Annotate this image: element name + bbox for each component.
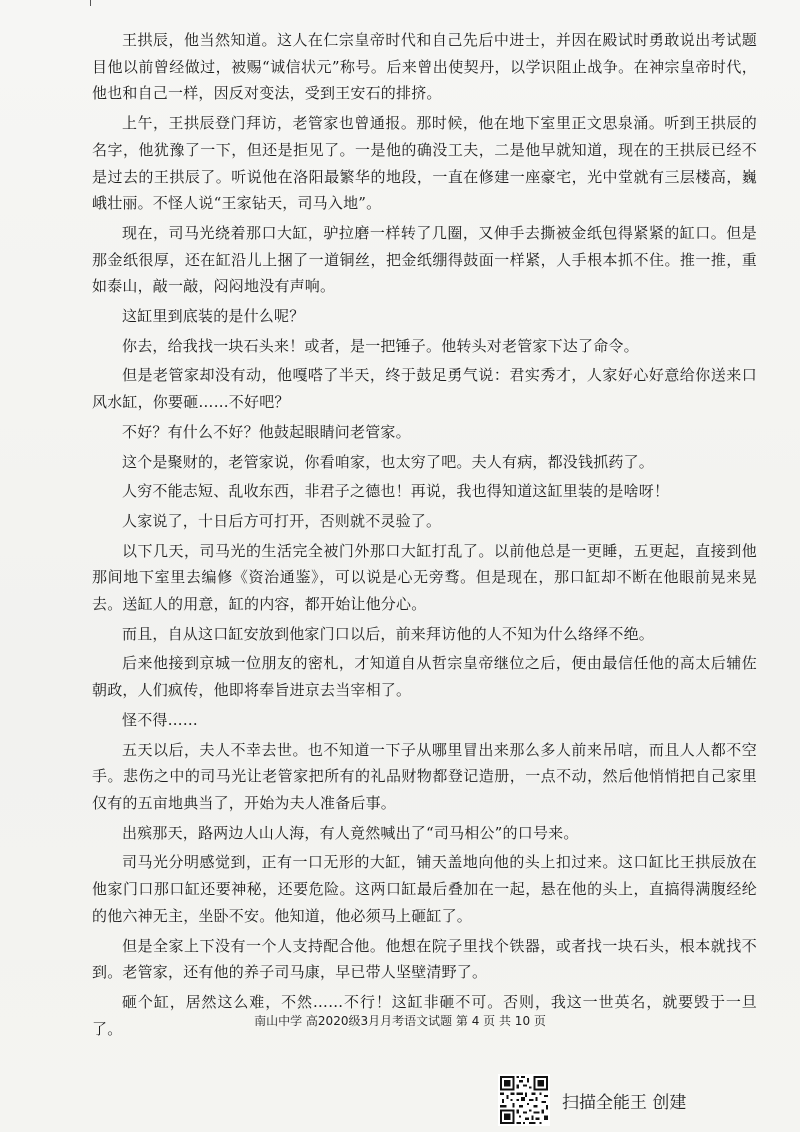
paragraph: 人家说了，十日后方可打开，否则就不灵验了。 (122, 511, 442, 530)
paragraph: 以下几天，司马光的生活完全被门外那口大缸打乱了。以前他总是一更睡，五更起，直接到他那间地下室里去编修《资治通鉴》，可以说是心无旁骛。但是现在，那口缸却不断在他眼前晃来晃去。送缸人的用意，缸的内容，都开始让他分心。 (92, 541, 757, 614)
paragraph: 不好？有什么不好？他鼓起眼睛问老管家。 (122, 422, 411, 441)
paragraph: 而且，自从这口缸安放到他家门口以后，前来拜访他的人不知为什么络绎不绝。 (122, 624, 655, 643)
paragraph: 后来他接到京城一位朋友的密札，才知道自从哲宗皇帝继位之后，便由最信任他的高太后辅佐朝政，人们疯传，他即将奉旨进京去当宰相了。 (92, 654, 757, 700)
scanner-watermark (498, 1074, 686, 1126)
paragraph: 现在，司马光绕着那口大缸，驴拉磨一样转了几圈，又伸手去撕被金纸包得紧紧的缸口。但是那金纸很厚，还在缸沿儿上捆了一道铜丝，把金纸绷得鼓面一样紧，人手根本抓不住。推一推，重如泰山，敲一敲，闷闷地没有声响。 (92, 223, 757, 296)
scan-edge-mark (90, 0, 91, 6)
paragraph: 上午，王拱辰登门拜访，老管家也曾通报。那时候，他在地下室里正文思泉涌。听到王拱辰的名字，他犹豫了一下，但还是拒见了。一是他的确没工夫，二是他早就知道，现在的王拱辰已经不是过去的王拱辰了。听说他在洛阳最繁华的地段，一直在修建一座豪宅，光中堂就有三层楼高，巍峨壮丽。不怪人说“王家钻天，司马入地”。 (92, 114, 757, 213)
paragraph: 王拱辰，他当然知道。这人在仁宗皇帝时代和自己先后中进士，并因在殿试时勇敢说出考试题目他以前曾经做过，被赐“诚信状元”称号。后来曾出使契丹，以学识阻止战争。在神宗皇帝时代，他也和自己一样，因反对变法，受到王安石的排挤。 (92, 31, 757, 103)
paragraph: 这缸里到底装的是什么呢？ (122, 307, 305, 326)
paragraph: 怪不得…… (122, 710, 199, 729)
paragraph: 但是全家上下没有一个人支持配合他。他想在院子里找个铁器，或者找一块石头，根本就找不到。老管家，还有他的养子司马康，早已带人坚壁清野了。 (92, 936, 757, 982)
qr-code-icon (498, 1074, 550, 1126)
paragraph: 人穷不能志短、乱收东西，非君子之德也！再说，我也得知道这缸里装的是啥呀！ (122, 482, 670, 501)
article-body (92, 27, 757, 1042)
paragraph: 你去，给我找一块石头来！或者，是一把锤子。他转头对老管家下达了命令。 (122, 336, 639, 355)
scanner-app-label: 扫描全能王 创建 (562, 1092, 687, 1113)
paragraph: 出殡那天，路两边人山人海，有人竟然喊出了“司马相公”的口号来。 (122, 823, 579, 842)
paragraph: 这个是聚财的，老管家说，你看咱家，也太穷了吧。夫人有病，都没钱抓药了。 (122, 452, 655, 471)
paragraph: 砸个缸，居然这么难，不然……不行！这缸非砸不可。否则，我这一世英名，就要毁于一旦了。 (92, 992, 757, 1038)
paragraph: 司马光分明感觉到，正有一口无形的大缸，铺天盖地向他的头上扣过来。这口缸比王拱辰放在他家门口那口缸还要神秘，还要危险。这两口缸最后叠加在一起，悬在他的头上，直搞得满腹经纶的他六神无主，坐卧不安。他知道，他必须马上砸缸了。 (92, 853, 757, 925)
paragraph: 但是老管家却没有动，他嘎嗒了半天，终于鼓足勇气说：君实秀才，人家好心好意给你送来口风水缸，你要砸……不好吧？ (92, 366, 757, 412)
page-footer: 南山中学 高2020级3月月考语文试题 第 4 页 共 10 页 (254, 1014, 546, 1028)
paragraph: 五天以后，夫人不幸去世。也不知道一下子从哪里冒出来那么多人前来吊唁，而且人人都不空手。悲伤之中的司马光让老管家把所有的礼品财物都登记造册，一点不动，然后他悄悄把自己家里仅有的五亩地典当了，开始为夫人准备后事。 (92, 740, 757, 812)
